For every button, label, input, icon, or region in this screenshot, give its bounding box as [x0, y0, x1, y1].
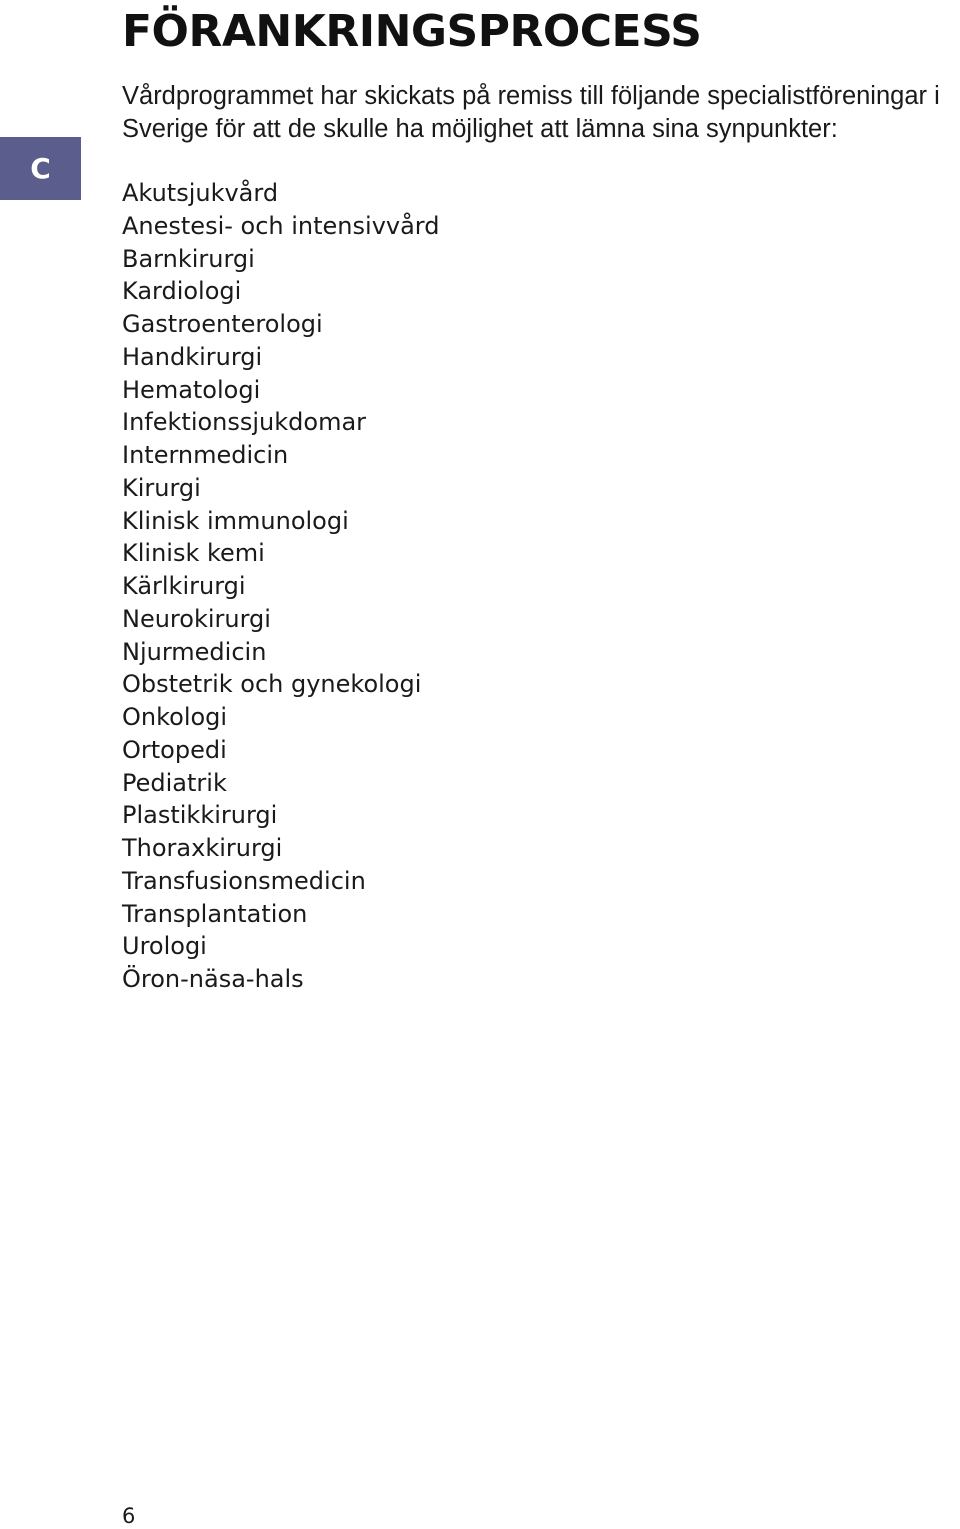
intro-paragraph: [122, 80, 952, 145]
list-item: Onkologi: [122, 703, 228, 731]
list-item: Thoraxkirurgi: [122, 834, 283, 862]
list-item: Pediatrik: [122, 768, 227, 797]
list-item: Internmedicin: [122, 441, 289, 469]
list-item: Klinisk immunologi: [122, 506, 349, 535]
list-item: Barnkirurgi: [122, 244, 255, 273]
list-item: Transfusionsmedicin: [122, 866, 366, 895]
list-item: Öron-näsa-hals: [122, 965, 304, 993]
list-item: Urologi: [122, 932, 207, 961]
page-title: FÖRANKRINGSPROCESS: [122, 6, 702, 57]
list-item: Klinisk kemi: [122, 539, 265, 568]
list-item: Gastroenterologi: [122, 310, 323, 338]
page-number: 6: [122, 1504, 136, 1528]
list-item: Njurmedicin: [122, 637, 267, 666]
list-item: Transplantation: [122, 899, 308, 928]
intro-line: Vårdprogrammet har skickats på remiss till följande specialistföreningar i: [122, 82, 940, 110]
list-item: Anestesi- och intensivvård: [122, 211, 440, 240]
list-item: Kirurgi: [122, 473, 201, 502]
list-item: Neurokirurgi: [122, 604, 271, 633]
section-tab: C: [0, 137, 81, 200]
list-item: Obstetrik och gynekologi: [122, 670, 422, 699]
list-item: Kardiologi: [122, 277, 242, 306]
list-item: Ortopedi: [122, 735, 227, 764]
list-item: Plastikkirurgi: [122, 801, 278, 830]
list-item: Hematologi: [122, 375, 261, 404]
list-item: Infektionssjukdomar: [122, 408, 367, 437]
specialty-list: [122, 177, 439, 996]
intro-line: Sverige för att de skulle ha möjlighet att lämna sina synpunkter:: [122, 114, 838, 143]
list-item: Akutsjukvård: [122, 179, 279, 207]
list-item: Kärlkirurgi: [122, 572, 246, 600]
list-item: Handkirurgi: [122, 342, 263, 371]
